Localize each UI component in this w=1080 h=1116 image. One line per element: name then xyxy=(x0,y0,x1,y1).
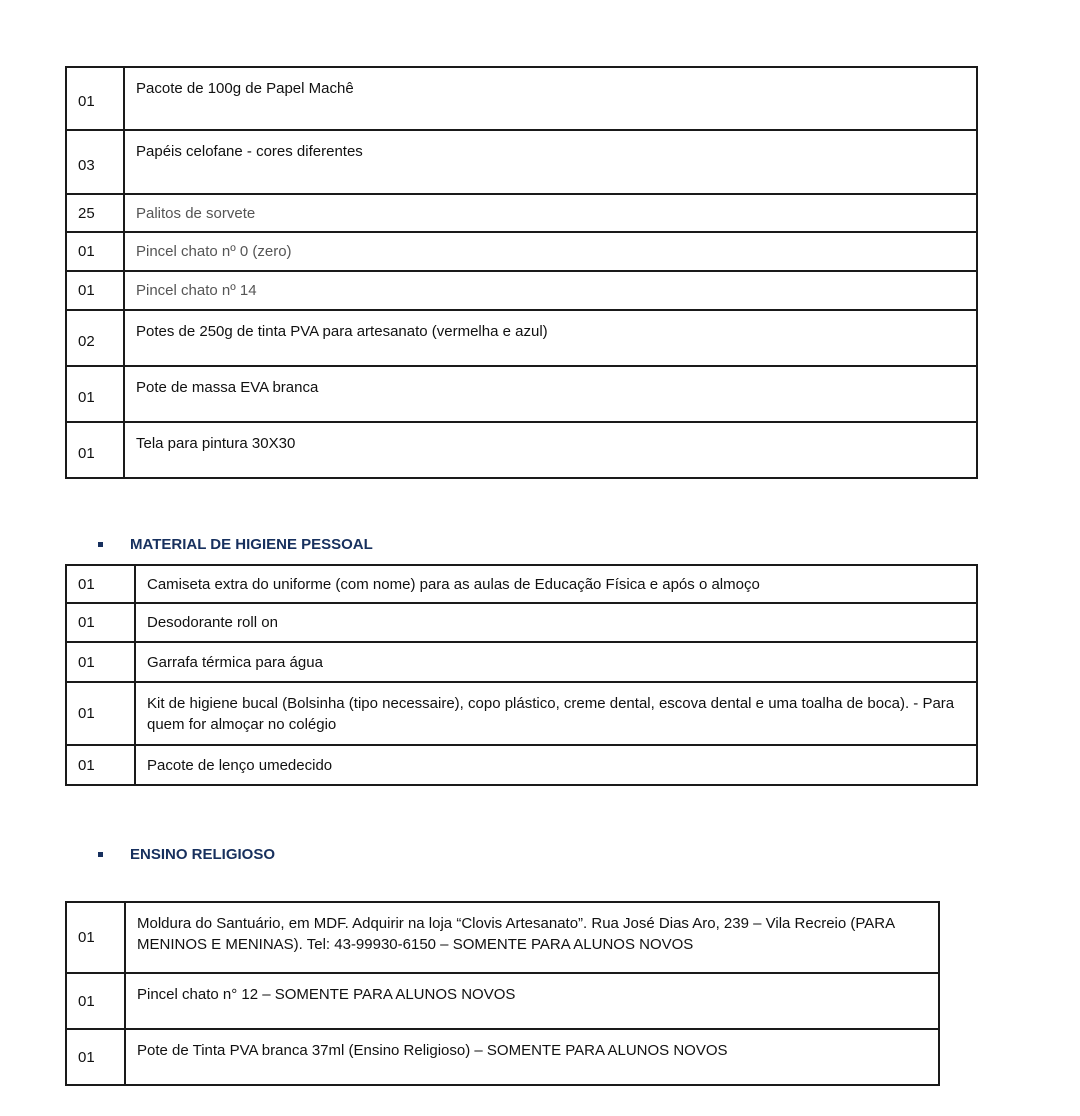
table-row xyxy=(66,1029,939,1085)
quantity-cell: 01 xyxy=(66,422,124,478)
description-cell: Pincel chato n° 12 – SOMENTE PARA ALUNOS NOVOS xyxy=(125,973,939,1029)
description-cell: Moldura do Santuário, em MDF. Adquirir na loja “Clovis Artesanato”. Rua José Dias Aro, 239 – Vila Recreio (PARA MENINOS E MENINAS). Tel: 43-99930-6150 – SOMENTE PARA ALUNOS NOVOS xyxy=(125,902,939,973)
quantity-cell: 01 xyxy=(66,232,124,271)
table-row xyxy=(66,271,977,310)
description-cell: Palitos de sorvete xyxy=(124,194,977,232)
quantity-cell: 01 xyxy=(66,67,124,130)
arts-materials-table xyxy=(65,66,978,479)
description-cell: Papéis celofane - cores diferentes xyxy=(124,130,977,194)
square-bullet-icon xyxy=(98,852,103,857)
quantity-cell: 01 xyxy=(66,565,135,603)
section-heading-religion xyxy=(98,846,275,863)
description-cell: Pincel chato nº 0 (zero) xyxy=(124,232,977,271)
religion-materials-table xyxy=(65,901,940,1086)
quantity-cell: 01 xyxy=(66,271,124,310)
square-bullet-icon xyxy=(98,542,103,547)
table-row xyxy=(66,745,977,785)
table-row xyxy=(66,682,977,745)
description-cell: Pincel chato nº 14 xyxy=(124,271,977,310)
quantity-cell: 01 xyxy=(66,603,135,642)
quantity-cell: 01 xyxy=(66,902,125,973)
table-row xyxy=(66,603,977,642)
table-row xyxy=(66,366,977,422)
table-row xyxy=(66,973,939,1029)
section-title: MATERIAL DE HIGIENE PESSOAL xyxy=(130,536,373,553)
table-row xyxy=(66,565,977,603)
section-heading-hygiene xyxy=(98,536,373,553)
quantity-cell: 03 xyxy=(66,130,124,194)
quantity-cell: 01 xyxy=(66,1029,125,1085)
description-cell: Potes de 250g de tinta PVA para artesanato (vermelha e azul) xyxy=(124,310,977,366)
hygiene-materials-table xyxy=(65,564,978,786)
quantity-cell: 01 xyxy=(66,366,124,422)
quantity-cell: 02 xyxy=(66,310,124,366)
table-row xyxy=(66,67,977,130)
quantity-cell: 01 xyxy=(66,973,125,1029)
description-cell: Desodorante roll on xyxy=(135,603,977,642)
table-row xyxy=(66,232,977,271)
table-row xyxy=(66,642,977,682)
description-cell: Pote de massa EVA branca xyxy=(124,366,977,422)
table-row xyxy=(66,310,977,366)
description-cell: Pacote de lenço umedecido xyxy=(135,745,977,785)
table-row xyxy=(66,902,939,973)
description-cell: Kit de higiene bucal (Bolsinha (tipo necessaire), copo plástico, creme dental, escova dental e uma toalha de boca). - Para quem for almoçar no colégio xyxy=(135,682,977,745)
quantity-cell: 01 xyxy=(66,745,135,785)
description-cell: Tela para pintura 30X30 xyxy=(124,422,977,478)
table-row xyxy=(66,422,977,478)
table-row xyxy=(66,194,977,232)
quantity-cell: 01 xyxy=(66,682,135,745)
quantity-cell: 25 xyxy=(66,194,124,232)
description-cell: Camiseta extra do uniforme (com nome) para as aulas de Educação Física e após o almoço xyxy=(135,565,977,603)
table-row xyxy=(66,130,977,194)
description-cell: Garrafa térmica para água xyxy=(135,642,977,682)
description-cell: Pacote de 100g de Papel Machê xyxy=(124,67,977,130)
quantity-cell: 01 xyxy=(66,642,135,682)
description-cell: Pote de Tinta PVA branca 37ml (Ensino Religioso) – SOMENTE PARA ALUNOS NOVOS xyxy=(125,1029,939,1085)
section-title: ENSINO RELIGIOSO xyxy=(130,846,276,863)
